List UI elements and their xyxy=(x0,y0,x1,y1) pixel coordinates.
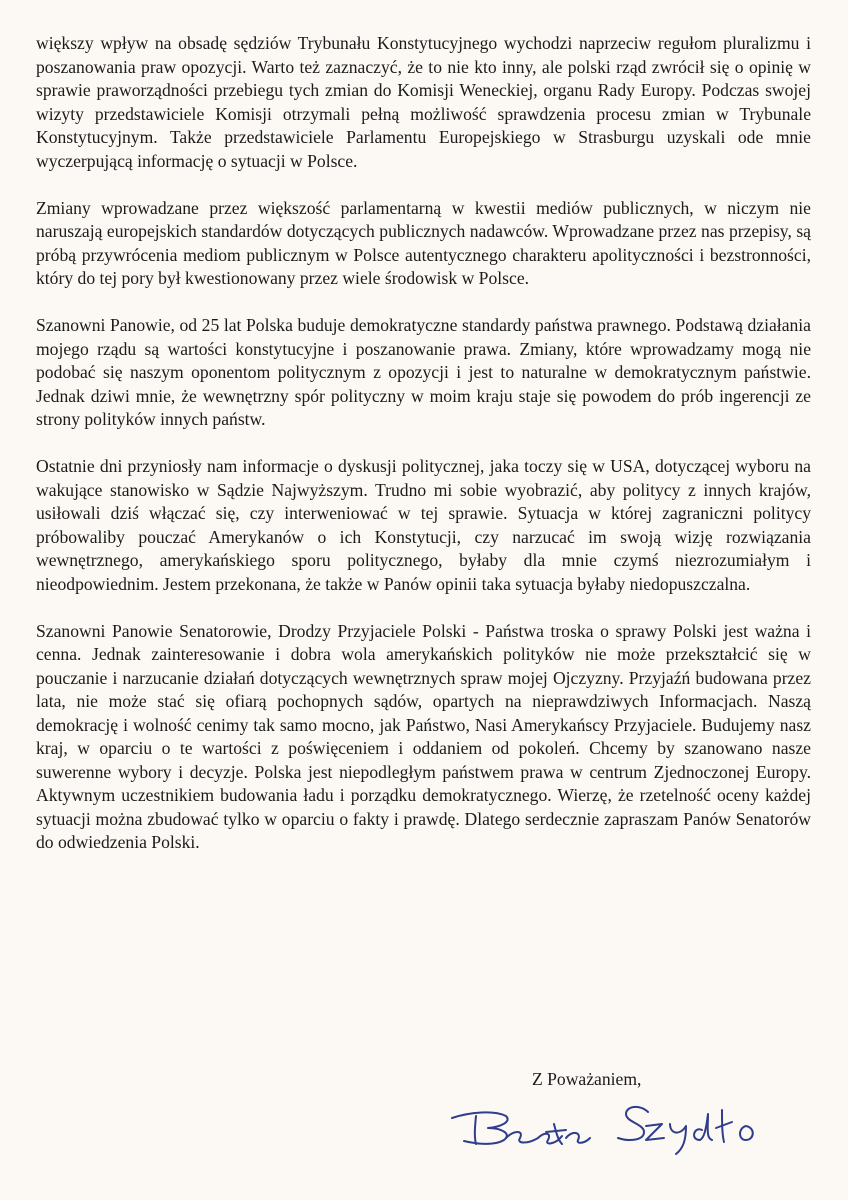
paragraph-usa-supreme-court: Ostatnie dni przyniosły nam informacje o dyskusji politycznej, jaka toczy się w USA, dotyczącej wyboru na wakujące stanowisko w Sądzie Najwyższym. Trudno mi sobie wyobrazić, aby politycy z innych krajów, usiłowali dziś włączać się, czy interweniować w tej sprawie. Sytuacja w której zagraniczni politycy próbowaliby pouczać Amerykanów o ich Konstytucji, czy narzucać im swoją wizję rozwiązania wewnętrznego, amerykańskiego sporu politycznego, byłaby dla mnie czymś niezrozumiałym i nieodpowiednim. Jestem przekonana, że także w Panów opinii taka sytuacja byłaby niedopuszczalna. xyxy=(36,456,811,594)
paragraph-tribunal: większy wpływ na obsadę sędziów Trybunału Konstytucyjnego wychodzi naprzeciw regułom pluralizmu i poszanowania praw opozycji. Warto też zaznaczyć, że to nie kto inny, ale polski rząd zwrócił się o opinię w sprawie praworządności przebiegu tych zmian do Komisji Weneckiej, organu Rady Europy. Podczas swojej wizyty przedstawiciele Komisji otrzymali pełną możliwość sprawdzenia procesu zmian w Trybunale Konstytucyjnym. Także przedstawiciele Parlamentu Europejskiego w Strasburgu uzyskali ode mnie wyczerpującą informację o sytuacji w Polsce. xyxy=(36,33,811,171)
handwritten-signature xyxy=(440,1094,790,1160)
closing-salutation: Z Poważaniem, xyxy=(532,1069,642,1089)
paragraph-public-media: Zmiany wprowadzane przez większość parlamentarną w kwestii mediów publicznych, w niczym nie naruszają europejskich standardów dotyczących publicznych nadawców. Wprowadzane przez nas przepisy, są próbą przywrócenia mediom publicznym w Polsce autentycznego charakteru apolityczności i bezstronności, który do tej pory był kwestionowany przez wiele środowisk w Polsce. xyxy=(36,197,811,288)
signature-drawing xyxy=(440,1094,790,1160)
paragraph-senators: Szanowni Panowie Senatorowie, Drodzy Przyjaciele Polski - Państwa troska o sprawy Polski jest ważna i cenna. Jednak zainteresowanie i dobra wola amerykańskich polityków nie może przekształcić się w pouczanie i narzucanie działań dotyczących wewnętrznych spraw mojej Ojczyzny. Przyjaźń budowana przez lata, nie może stać się ofiarą pochopnych sądów, opartych na nieprawdziwych Informacjach. Naszą demokrację i wolność cenimy tak samo mocno, jak Państwo, Nasi Amerykańscy Przyjaciele. Budujemy nasz kraj, w oparciu o te wartości z poświęceniem i oddaniem od pokoleń. Chcemy by szanowano nasze suwerenne wybory i decyzje. Polska jest niepodległym państwem prawa w centrum Zjednoczonej Europy. Aktywnym uczestnikiem budowania ładu i porządku demokratycznego. Wierzę, że rzetelność oceny każdej sytuacji można zbudować tylko w oparciu o fakty i prawdę. Dlatego serdecznie zapraszam Panów Senatorów do odwiedzenia Polski. xyxy=(36,620,811,852)
letter-body xyxy=(36,32,811,878)
paragraph-rule-of-law: Szanowni Panowie, od 25 lat Polska buduje demokratyczne standardy państwa prawnego. Podstawą działania mojego rządu są wartości konstytucyjne i poszanowanie prawa. Zmiany, które wprowadzamy mogą nie podobać się naszym oponentom politycznym z opozycji i jest to naturalne w demokratycznym państwie. Jednak dziwi mnie, że wewnętrzny spór polityczny w moim kraju staje się powodem do prób ingerencji ze strony polityków innych państw. xyxy=(36,315,811,429)
